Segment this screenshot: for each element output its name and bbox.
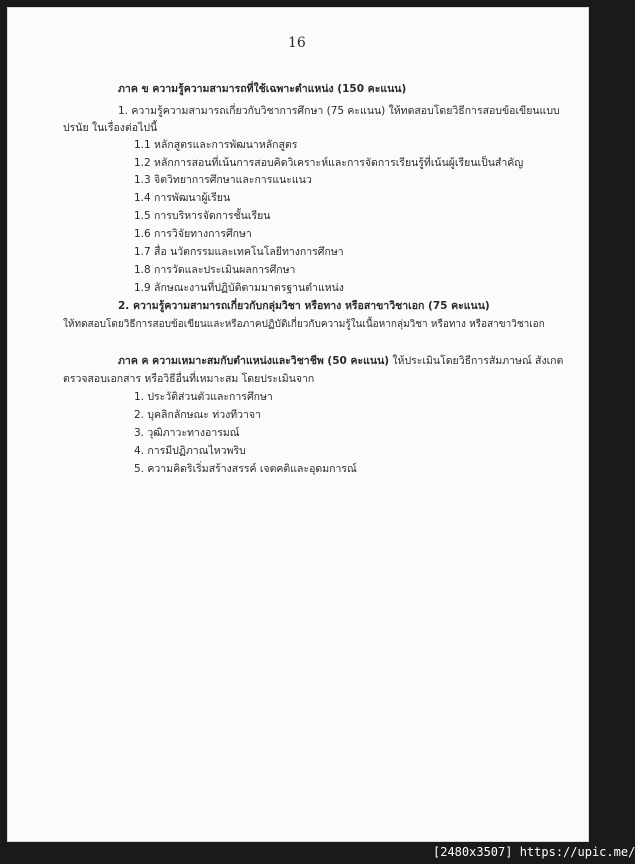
page-number: 16 xyxy=(288,35,306,51)
subitem-1-5: 1.5 การบริหารจัดการชั้นเรียน xyxy=(134,210,271,222)
subitem-1-9: 1.9 ลักษณะงานที่ปฏิบัติตามมาตรฐานตำแหน่ง xyxy=(134,282,344,294)
part-b-item1-line2: ปรนัย ในเรื่องต่อไปนี้ xyxy=(63,122,158,134)
part-b-item2-body: ให้ทดสอบโดยวิธีการสอบข้อเขียนและหรือภาคปฏิบัติเกี่ยวกับความรู้ในเนื้อหากลุ่มวิชา หรือทาง หรือสาขาวิชาเอก xyxy=(63,319,545,330)
document-page xyxy=(7,7,589,842)
subitem-1-2: 1.2 หลักการสอนที่เน้นการสอบคิดวิเคราะห์และการจัดการเรียนรู้ที่เน้นผู้เรียนเป็นสำคัญ xyxy=(134,157,524,169)
subitem-1-4: 1.4 การพัฒนาผู้เรียน xyxy=(134,192,231,204)
image-size-footer: [2480x3507] https://upic.me/ xyxy=(433,845,635,859)
part-b-item2-heading: 2. ความรู้ความสามารถเกี่ยวกับกลุ่มวิชา หรือทาง หรือสาขาวิชาเอก (75 คะแนน) xyxy=(118,300,490,312)
part-c-line2: ตรวจสอบเอกสาร หรือวิธีอื่นที่เหมาะสม โดยประเมินจาก xyxy=(63,373,315,385)
part-c-heading: ภาค ค ความเหมาะสมกับตำแหน่งและวิชาชีพ (50 คะแนน) xyxy=(118,355,390,367)
subitem-1-3: 1.3 จิตวิทยาการศึกษาและการแนะแนว xyxy=(134,174,312,186)
part-c-item-3: 3. วุฒิภาวะทางอารมณ์ xyxy=(134,427,240,439)
part-c-item-5: 5. ความคิดริเริ่มสร้างสรรค์ เจตคติและอุดมการณ์ xyxy=(134,463,357,475)
subitem-1-7: 1.7 สื่อ นวัตกรรมและเทคโนโลยีทางการศึกษา xyxy=(134,246,344,258)
part-b-heading: ภาค ข ความรู้ความสามารถที่ใช้เฉพาะตำแหน่ง (150 คะแนน) xyxy=(118,83,407,95)
part-c-item-4: 4. การมีปฏิภาณไหวพริบ xyxy=(134,445,246,457)
part-c-item-2: 2. บุคลิกลักษณะ ท่วงทีวาจา xyxy=(134,409,261,421)
subitem-1-1: 1.1 หลักสูตรและการพัฒนาหลักสูตร xyxy=(134,139,298,151)
subitem-1-8: 1.8 การวัดและประเมินผลการศึกษา xyxy=(134,264,296,276)
part-b-item1-line1: 1. ความรู้ความสามารถเกี่ยวกับวิชาการศึกษา (75 คะแนน) ให้ทดสอบโดยวิธีการสอบข้อเขียนแบบ xyxy=(118,105,560,117)
subitem-1-6: 1.6 การวิจัยทางการศึกษา xyxy=(134,228,252,240)
part-c-heading-rest: ให้ประเมินโดยวิธีการสัมภาษณ์ สังเกต xyxy=(389,355,564,367)
part-c-item-1: 1. ประวัติส่วนตัวและการศึกษา xyxy=(134,391,273,403)
